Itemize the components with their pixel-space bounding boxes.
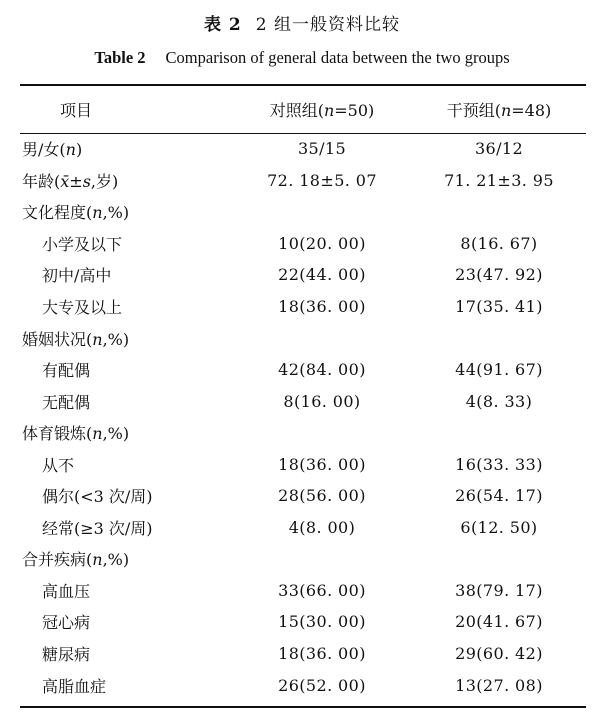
control-value: 4(8. 00): [288, 517, 356, 537]
control-value: 26(52. 00): [278, 675, 366, 695]
intervention-value: 38(79. 17): [455, 580, 543, 600]
row-sublabel: 经常(≥3 次/周): [42, 518, 153, 538]
column-header-intervention: 干预组(n=48): [446, 101, 552, 120]
control-value: 10(20. 00): [278, 233, 366, 253]
intervention-value: 23(47. 92): [455, 265, 543, 285]
table-title-english: Comparison of general data between the two groups: [165, 48, 510, 67]
control-value: 33(66. 00): [278, 580, 366, 600]
column-header-control: 对照组(n=50): [269, 101, 375, 120]
row-sublabel: 糖尿病: [42, 645, 91, 665]
table-row: [20, 133, 586, 165]
table-number-english: Table 2: [94, 48, 146, 67]
control-value: 72. 18±5. 07: [267, 170, 377, 190]
row-sublabel: 冠心病: [42, 613, 91, 633]
control-value: 28(56. 00): [278, 486, 366, 506]
table-row: [20, 165, 586, 197]
intervention-value: 44(91. 67): [455, 360, 543, 380]
table-caption-chinese: [0, 10, 604, 35]
table-body: [20, 133, 586, 701]
intervention-value: 36/12: [474, 139, 524, 159]
table-row: [20, 385, 586, 417]
intervention-value: 8(16. 67): [460, 233, 538, 253]
table-row: [20, 228, 586, 260]
row-sublabel: 有配偶: [42, 361, 91, 381]
row-sublabel: 无配偶: [42, 392, 91, 412]
table-row: [20, 638, 586, 670]
row-label: 婚姻状况(n,%): [22, 329, 130, 349]
row-label: 合并疾病(n,%): [22, 550, 130, 570]
control-value: 18(36. 00): [278, 644, 366, 664]
table-row: [20, 575, 586, 607]
row-sublabel: 初中/高中: [42, 266, 112, 286]
table-bottom-rule: [20, 706, 586, 708]
intervention-value: [412, 196, 586, 228]
row-sublabel: 大专及以上: [42, 298, 123, 317]
table-row: [20, 417, 586, 449]
intervention-value: 29(60. 42): [455, 644, 543, 664]
row-label: 体育锻炼(n,%): [22, 424, 130, 444]
row-label: 年龄(x̄±s,岁): [22, 171, 119, 191]
table-row: [20, 512, 586, 544]
control-value: 22(44. 00): [278, 265, 366, 285]
row-sublabel: 偶尔(<3 次/周): [42, 487, 153, 507]
control-value: [232, 417, 412, 449]
table-row: [20, 322, 586, 354]
control-value: [232, 322, 412, 354]
table-row: [20, 196, 586, 228]
intervention-value: 4(8. 33): [465, 391, 533, 411]
table-row: [20, 354, 586, 386]
table-title-chinese: 2 组一般资料比较: [255, 15, 400, 35]
row-label: 男/女(n): [22, 140, 83, 160]
table-header-row: [20, 86, 586, 133]
table-row: [20, 259, 586, 291]
table-row: [20, 669, 586, 701]
control-value: [232, 196, 412, 228]
intervention-value: [412, 322, 586, 354]
row-label: 文化程度(n,%): [22, 203, 130, 223]
intervention-value: 17(35. 41): [455, 297, 543, 316]
row-sublabel: 从不: [42, 455, 75, 475]
table-row: [20, 606, 586, 638]
table-caption-english: [0, 48, 604, 68]
intervention-value: [412, 543, 586, 575]
table-row: [20, 291, 586, 323]
intervention-value: 20(41. 67): [455, 612, 543, 632]
control-value: 35/15: [297, 139, 347, 159]
control-value: 18(36. 00): [278, 454, 366, 474]
row-sublabel: 高脂血症: [42, 676, 107, 696]
table-row: [20, 448, 586, 480]
table-row: [20, 543, 586, 575]
control-value: 18(36. 00): [278, 297, 366, 316]
control-value: [232, 543, 412, 575]
intervention-value: [412, 417, 586, 449]
general-data-table: [20, 86, 586, 701]
column-header-item: 项目: [60, 101, 93, 120]
table-row: [20, 480, 586, 512]
control-value: 15(30. 00): [278, 612, 366, 632]
row-sublabel: 高血压: [42, 581, 91, 601]
intervention-value: 26(54. 17): [455, 486, 543, 506]
intervention-value: 6(12. 50): [460, 517, 538, 537]
control-value: 42(84. 00): [278, 360, 366, 380]
row-sublabel: 小学及以下: [42, 234, 123, 254]
intervention-value: 16(33. 33): [455, 454, 543, 474]
table-number-chinese: 表 2: [204, 15, 242, 35]
control-value: 8(16. 00): [283, 391, 361, 411]
intervention-value: 13(27. 08): [455, 675, 543, 695]
intervention-value: 71. 21±3. 95: [444, 170, 554, 190]
